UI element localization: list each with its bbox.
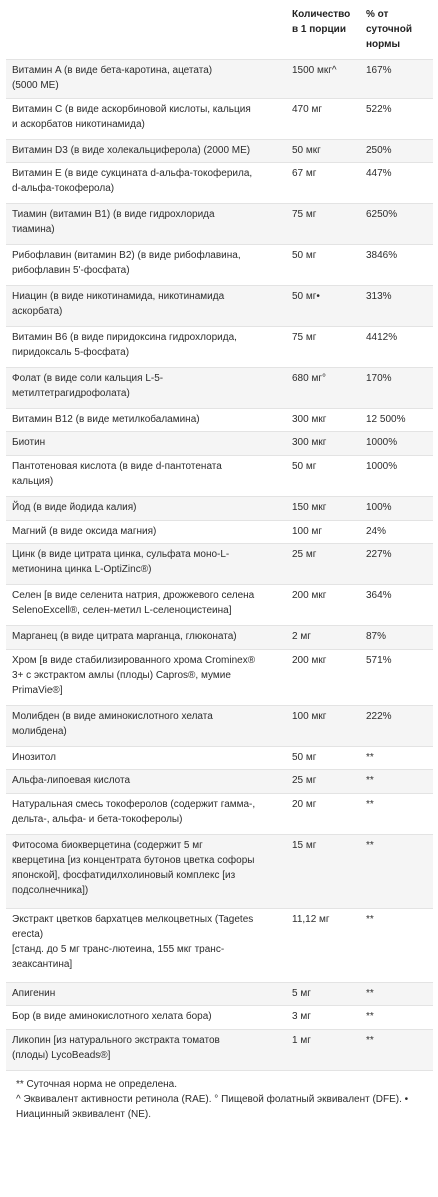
table-row [6,521,433,544]
table-row [6,245,433,286]
nutrient-name-cell: Витамин B6 (в виде пиридоксина гидрохлорида, пиридоксаль 5-фосфата) [6,327,286,368]
amount-per-serving-cell: 680 мг° [286,368,360,409]
daily-value-cell: 447% [360,163,433,204]
nutrient-name-cell: Йод (в виде йодида калия) [6,497,286,521]
table-row [6,286,433,327]
daily-value-cell: 170% [360,368,433,409]
daily-value-cell: 222% [360,706,433,747]
nutrient-name-cell: Цинк (в виде цитрата цинка, сульфата моно-L- метионина цинка L-OptiZinc®) [6,544,286,585]
table-row [6,1030,433,1071]
nutrient-name-cell: Ниацин (в виде никотинамида, никотинамида аскорбата) [6,286,286,327]
table-row [6,409,433,432]
nutrient-name-cell: Бор (в виде аминокислотного хелата бора) [6,1006,286,1030]
nutrient-name-cell: Селен [в виде селенита натрия, дрожжевого селена SelenoExcell®, селен-метил L-селеноцистеина] [6,585,286,626]
table-header-row [6,0,433,60]
daily-value-cell: 522% [360,99,433,140]
header-daily-value-column: % от суточной нормы [360,0,433,60]
amount-per-serving-cell: 11,12 мг [286,909,360,983]
amount-per-serving-cell: 300 мкг [286,432,360,456]
table-row [6,432,433,456]
amount-per-serving-cell: 15 мг [286,835,360,909]
daily-value-cell: 6250% [360,204,433,245]
table-row [6,368,433,409]
amount-per-serving-cell: 300 мкг [286,409,360,432]
amount-per-serving-cell: 75 мг [286,327,360,368]
daily-value-cell: 100% [360,497,433,521]
nutrient-name-cell: Апигенин [6,983,286,1006]
amount-per-serving-cell: 25 мг [286,544,360,585]
nutrient-name-cell: Рибофлавин (витамин B2) (в виде рибофлавина, рибофлавин 5'-фосфата) [6,245,286,286]
nutrient-name-cell: Тиамин (витамин B1) (в виде гидрохлорида тиамина) [6,204,286,245]
table-row [6,1006,433,1030]
daily-value-cell: 364% [360,585,433,626]
daily-value-cell: 3846% [360,245,433,286]
footnote-dv-not-established: ** Суточная норма не определена. [16,1079,178,1090]
nutrient-name-cell: Хром [в виде стабилизированного хрома Crominex® 3+ с экстрактом амлы (плоды) Capros®, мумие PrimaVie®] [6,650,286,706]
nutrient-name-cell: Витамин A (в виде бета-каротина, ацетата) (5000 МЕ) [6,60,286,99]
nutrient-name-cell: Витамин D3 (в виде холекальциферола) (2000 МЕ) [6,140,286,163]
table-row [6,909,433,983]
table-row [6,626,433,650]
amount-per-serving-cell: 470 мг [286,99,360,140]
amount-per-serving-cell: 25 мг [286,770,360,794]
amount-per-serving-cell: 50 мг• [286,286,360,327]
daily-value-cell: ** [360,747,433,770]
daily-value-cell: 227% [360,544,433,585]
nutrient-name-cell: Биотин [6,432,286,456]
amount-per-serving-cell: 100 мкг [286,706,360,747]
amount-per-serving-cell: 150 мкг [286,497,360,521]
daily-value-cell: ** [360,909,433,983]
table-row [6,140,433,163]
nutrient-name-cell: Витамин B12 (в виде метилкобаламина) [6,409,286,432]
daily-value-cell: 571% [360,650,433,706]
daily-value-cell: 12 500% [360,409,433,432]
table-row [6,794,433,835]
table-row [6,497,433,521]
amount-per-serving-cell: 75 мг [286,204,360,245]
daily-value-cell: 167% [360,60,433,99]
table-row [6,456,433,497]
daily-value-cell: ** [360,1006,433,1030]
nutrient-name-cell: Пантотеновая кислота (в виде d-пантотената кальция) [6,456,286,497]
amount-per-serving-cell: 1500 мкг^ [286,60,360,99]
amount-per-serving-cell: 67 мг [286,163,360,204]
table-body [6,60,433,1071]
nutrient-name-cell: Марганец (в виде цитрата марганца, глюконата) [6,626,286,650]
nutrient-name-cell: Магний (в виде оксида магния) [6,521,286,544]
header-name-column [6,0,286,60]
table-row [6,163,433,204]
daily-value-cell: 250% [360,140,433,163]
amount-per-serving-cell: 2 мг [286,626,360,650]
header-amount-column: Количество в 1 порции [286,0,360,60]
amount-per-serving-cell: 200 мкг [286,585,360,626]
table-row [6,99,433,140]
nutrition-table [6,0,433,1071]
table-row [6,983,433,1006]
nutrient-name-cell: Инозитол [6,747,286,770]
nutrient-name-cell: Фолат (в виде соли кальция L-5- метилтетрагидрофолата) [6,368,286,409]
table-row [6,60,433,99]
daily-value-cell: 4412% [360,327,433,368]
table-row [6,706,433,747]
table-row [6,747,433,770]
nutrient-name-cell: Ликопин [из натурального экстракта томатов (плоды) LycoBeads®] [6,1030,286,1071]
amount-per-serving-cell: 1 мг [286,1030,360,1071]
daily-value-cell: ** [360,1030,433,1071]
daily-value-cell: ** [360,835,433,909]
daily-value-cell: ** [360,794,433,835]
amount-per-serving-cell: 20 мг [286,794,360,835]
daily-value-cell: 1000% [360,456,433,497]
amount-per-serving-cell: 50 мг [286,456,360,497]
daily-value-cell: ** [360,983,433,1006]
amount-per-serving-cell: 50 мг [286,747,360,770]
nutrient-name-cell: Натуральная смесь токоферолов (содержит гамма-, дельта-, альфа- и бета-токоферолы) [6,794,286,835]
nutrient-name-cell: Витамин C (в виде аскорбиновой кислоты, кальция и аскорбатов никотинамида) [6,99,286,140]
table-row [6,204,433,245]
amount-per-serving-cell: 5 мг [286,983,360,1006]
table-row [6,585,433,626]
nutrient-name-cell: Витамин E (в виде сукцината d-альфа-токоферила, d-альфа-токоферола) [6,163,286,204]
daily-value-cell: 313% [360,286,433,327]
footnote-equivalents: ^ Эквивалент активности ретинола (RAE). ° Пищевой фолатный эквивалент (DFE). • Ниацинный эквивалент (NE). [16,1094,409,1120]
daily-value-cell: 24% [360,521,433,544]
amount-per-serving-cell: 100 мг [286,521,360,544]
table-row [6,544,433,585]
nutrient-name-cell: Фитосома биокверцетина (содержит 5 мг кверцетина [из концентрата бутонов цветка софоры японской], фосфатидилхолиновый комплекс [из подсолнечника]) [6,835,286,909]
footnotes [16,1077,432,1122]
table-row [6,770,433,794]
daily-value-cell: 1000% [360,432,433,456]
amount-per-serving-cell: 200 мкг [286,650,360,706]
amount-per-serving-cell: 50 мкг [286,140,360,163]
nutrient-name-cell: Молибден (в виде аминокислотного хелата молибдена) [6,706,286,747]
nutrient-name-cell: Экстракт цветков бархатцев мелкоцветных (Tagetes erecta) [станд. до 5 мг транс-лютеина, 155 мкг транс- зеаксантина] [6,909,286,983]
table-row [6,835,433,909]
daily-value-cell: 87% [360,626,433,650]
table-row [6,650,433,706]
amount-per-serving-cell: 3 мг [286,1006,360,1030]
daily-value-cell: ** [360,770,433,794]
amount-per-serving-cell: 50 мг [286,245,360,286]
table-row [6,327,433,368]
nutrient-name-cell: Альфа-липоевая кислота [6,770,286,794]
